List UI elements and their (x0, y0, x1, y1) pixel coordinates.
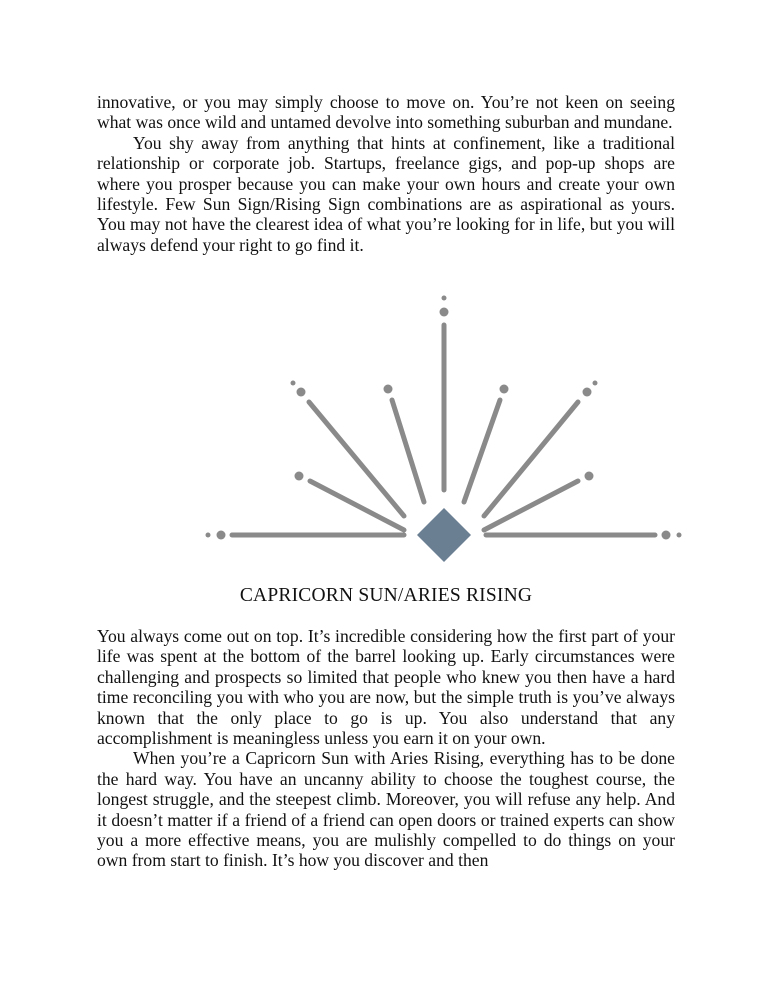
ray-dot (585, 472, 594, 481)
ray-dot (440, 308, 449, 317)
paragraph: You always come out on top. It’s incredible considering how the first part of your life was spent at the bottom of the barrel looking up. Early circumstances were challenging and prospects so limited that people who knew you then have a hard time reconciling you with who you are now, but the simple truth is you’ve always known that the only place to go is up. You also understand that any accomplishment is meaningless unless you earn it on your own. (97, 626, 675, 749)
diamond-icon (417, 508, 471, 562)
ray-line (392, 400, 424, 502)
ray-line (310, 481, 404, 530)
ray-dot (297, 388, 306, 397)
sunburst-divider-icon (0, 290, 772, 570)
ray-dot (583, 388, 592, 397)
ray-dot (217, 531, 226, 540)
ray-dot (677, 533, 682, 538)
ray-dot (662, 531, 671, 540)
ray-dot (206, 533, 211, 538)
ray-dot (593, 381, 598, 386)
ray-dot (384, 385, 393, 394)
ray-line (484, 402, 578, 516)
ray-dot (500, 385, 509, 394)
paragraph: When you’re a Capricorn Sun with Aries Rising, everything has to be done the hard way. You have an uncanny ability to choose the toughest course, the longest struggle, and the steepest climb. Moreover, you will refuse any help. And it doesn’t matter if a friend of a friend can open doors or trained experts can show you a more effective means, you are mulishly compelled to do things on your own from start to finish. It’s how you discover and then (97, 748, 675, 871)
paragraph: You shy away from anything that hints at confinement, like a traditional relationship or corporate job. Startups, freelance gigs, and pop-up shops are where you prosper because you can make your own hours and create your own lifestyle. Few Sun Sign/Rising Sign combinations are as aspirational as yours. You may not have the clearest idea of what you’re looking for in life, but you will always defend your right to go find it. (97, 132, 675, 255)
ray-dot (291, 381, 296, 386)
paragraph: innovative, or you may simply choose to move on. You’re not keen on seeing what was once wild and untamed devolve into something suburban and mundane. (97, 92, 675, 133)
ray-dot (295, 472, 304, 481)
bottom-text-block (97, 626, 675, 871)
section-heading: CAPRICORN SUN/ARIES RISING (239, 585, 533, 606)
ray-dot (442, 296, 447, 301)
top-text-block (97, 92, 675, 255)
ray-line (464, 400, 500, 502)
ray-line (484, 481, 578, 530)
ray-line (309, 402, 404, 516)
